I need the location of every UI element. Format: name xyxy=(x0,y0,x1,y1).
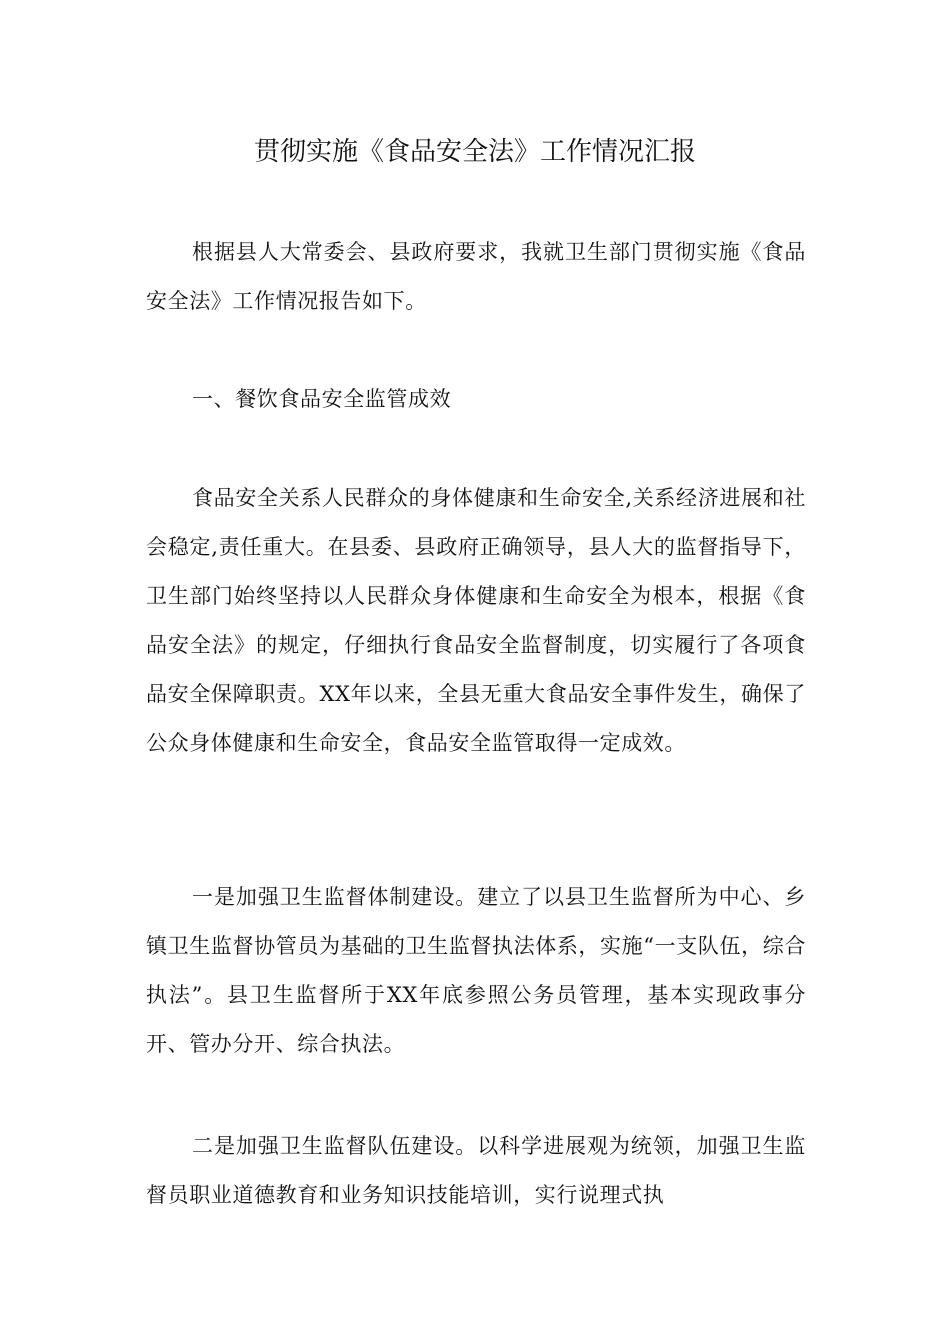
intro-paragraph: 根据县人大常委会、县政府要求，我就卫生部门贯彻实施《食品安全法》工作情况报告如下。 xyxy=(146,240,806,313)
body-paragraph-3: 二是加强卫生监督队伍建设。以科学进展观为统领，加强卫生监督员职业道德教育和业务知识技能培训，实行说理式执 xyxy=(146,1134,806,1207)
body-paragraph-1: 食品安全关系人民群众的身体健康和生命安全,关系经济进展和社会稳定,责任重大。在县委、县政府正确领导，县人大的监督指导下，卫生部门始终坚持以人民群众身体健康和生命安全为根本，根据《食品安全法》的规定，仔细执行食品安全监督制度，切实履行了各项食品安全保障职责。XX年以来，全县无重大食品安全事件发生，确保了公众身体健康和生命安全，食品安全监管取得一定成效。 xyxy=(146,486,806,755)
section-heading-1: 一、餐饮食品安全监管成效 xyxy=(192,387,452,411)
body-paragraph-2: 一是加强卫生监督体制建设。建立了以县卫生监督所为中心、乡镇卫生监督协管员为基础的卫生监督执法体系，实施“一支队伍，综合执法”。县卫生监督所于XX年底参照公务员管理，基本实现政事分开、管办分开、综合执法。 xyxy=(146,885,806,1056)
document-title: 贯彻实施《食品安全法》工作情况汇报 xyxy=(253,137,696,167)
